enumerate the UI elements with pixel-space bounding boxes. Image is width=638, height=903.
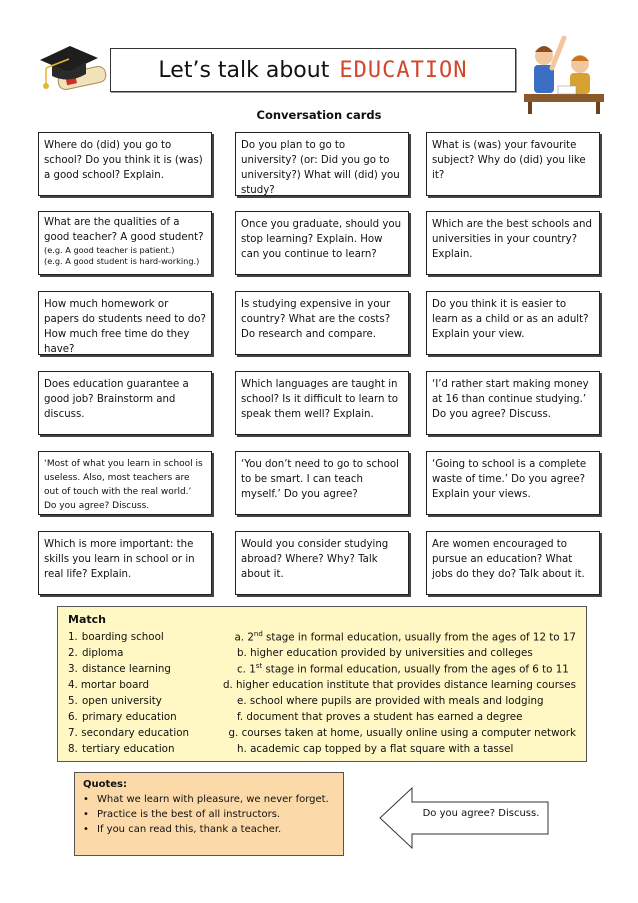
conversation-card [38,211,212,275]
card-text: Would you consider studying abroad? Where? Why? Talk about it. [241,539,389,580]
arrow-callout [378,786,552,850]
match-number: 3. [68,663,78,675]
conversation-card [426,371,600,435]
card-text: ‘You don’t need to go to school to be smart. I can teach myself.’ Do you agree? [241,459,399,500]
quote-item [83,807,335,822]
conversation-card [235,371,409,435]
ordinal-suffix: nd [253,630,263,639]
match-number: 6. [68,711,78,723]
conversation-card [38,451,212,515]
match-definition-text: h. academic cap topped by a flat square with a tassel [237,743,514,755]
conversation-card [235,451,409,515]
match-definition [237,695,576,707]
match-number: 2. [68,647,78,659]
page-title: Let’s talk about [158,57,330,83]
match-definition-text: f. document that proves a student has earned a degree [237,711,523,723]
card-text: What are the qualities of a good teacher? A good student? [44,217,204,243]
conversation-card [426,132,600,196]
quote-text: Practice is the best of all instructors. [97,809,281,820]
match-number: 4. [68,679,78,691]
match-term: open university [82,695,162,707]
card-text: Do you think it is easier to learn as a child or as an adult? Explain your view. [432,299,589,340]
match-row [68,741,576,757]
match-definition [237,711,576,723]
match-number: 5. [68,695,78,707]
match-definition [223,679,576,691]
match-definition-text: e. school where pupils are provided with meals and lodging [237,695,544,707]
students-illustration-icon [514,24,610,114]
match-row [68,693,576,709]
match-definition-text: stage in formal education, usually from the ages of 12 to 17 [262,631,576,644]
quote-item [83,792,335,807]
bullet: • [83,794,89,805]
card-text: Where do (did) you go to school? Do you think it is (was) a good school? Explain. [44,140,203,181]
match-term: primary education [82,711,177,723]
arrow-text: Do you agree? Discuss. [422,808,540,819]
match-row [68,677,576,693]
match-term: boarding school [81,631,164,643]
match-definition [237,647,576,659]
match-definition-text: a. 2 [234,631,254,644]
conversation-card [38,132,212,196]
bullet: • [83,824,89,835]
quotes-box [74,772,344,856]
match-definition-text: g. courses taken at home, usually online using a computer network [228,727,576,739]
card-text: Is studying expensive in your country? What are the costs? Do research and compare. [241,299,391,340]
match-definition [234,630,576,643]
conversation-card [426,451,600,515]
quotes-title: Quotes: [83,779,128,790]
match-row [68,645,576,661]
ordinal-suffix: st [255,662,263,671]
quote-text: What we learn with pleasure, we never forget. [97,794,329,805]
match-definition-text: c. 1 [237,663,256,676]
conversation-card [38,531,212,595]
match-term: tertiary education [82,743,175,755]
match-definition [229,727,577,739]
conversation-card [38,371,212,435]
match-definition [237,743,576,755]
conversation-card [235,132,409,196]
match-definition-text: stage in formal education, usually from the ages of 6 to 11 [262,663,569,676]
match-number: 1. [68,631,78,643]
card-text: How much homework or papers do students need to do? How much free time do they have? [44,299,206,355]
card-text: Which is more important: the skills you learn in school or in real life? Explain. [44,539,195,580]
graduation-cap-icon [36,40,112,100]
conversation-card [426,211,600,275]
match-row [68,661,576,677]
match-title: Match [68,613,106,626]
card-text: Does education guarantee a good job? Brainstorm and discuss. [44,379,189,420]
conversation-card [38,291,212,355]
match-definition-text: d. higher education institute that provides distance learning courses [222,679,576,691]
match-number: 7. [68,727,78,739]
match-term: diploma [82,647,124,659]
conversation-card [235,211,409,275]
match-row [68,725,576,741]
card-text: Do you plan to go to university? (or: Did you go to university?) What will (did) you study? [241,140,400,196]
card-text: ‘Going to school is a complete waste of time.’ Do you agree? Explain your views. [432,459,587,500]
match-number: 8. [68,743,78,755]
card-text: Once you graduate, should you stop learning? Explain. How can you continue to learn? [241,219,402,260]
match-row [68,629,576,645]
card-text: Which languages are taught in school? Is it difficult to learn to speak them well? Explain. [241,379,398,420]
card-text: ‘I’d rather start making money at 16 than continue studying.’ Do you agree? Discuss. [432,379,589,420]
match-row [68,709,576,725]
conversation-card [235,531,409,595]
card-note: (e.g. A good teacher is patient.) [44,245,175,255]
match-term: mortar board [80,679,149,691]
card-note: (e.g. A good student is hard-working.) [44,256,200,266]
card-text: ‘Most of what you learn in school is useless. Also, most teachers are out of touch with the real world.’ Do you agree? Discuss. [44,459,203,511]
page-subtitle: Conversation cards [256,108,382,122]
quote-text: If you can read this, thank a teacher. [97,824,282,835]
conversation-card [426,531,600,595]
card-text: What is (was) your favourite subject? Why do (did) you like it? [432,140,586,181]
conversation-card [235,291,409,355]
match-term: distance learning [82,663,171,675]
bullet: • [83,809,89,820]
match-definition-text: b. higher education provided by universities and colleges [237,647,533,659]
conversation-card [426,291,600,355]
match-definition [237,662,576,675]
quote-item [83,822,335,837]
match-exercise [57,606,587,762]
card-text: Which are the best schools and universities in your country? Explain. [432,219,592,260]
match-term: secondary education [81,727,190,739]
card-text: Are women encouraged to pursue an education? What jobs do they do? Talk about it. [432,539,585,580]
page-title-accent: EDUCATION [339,57,468,83]
title-banner [110,48,516,92]
